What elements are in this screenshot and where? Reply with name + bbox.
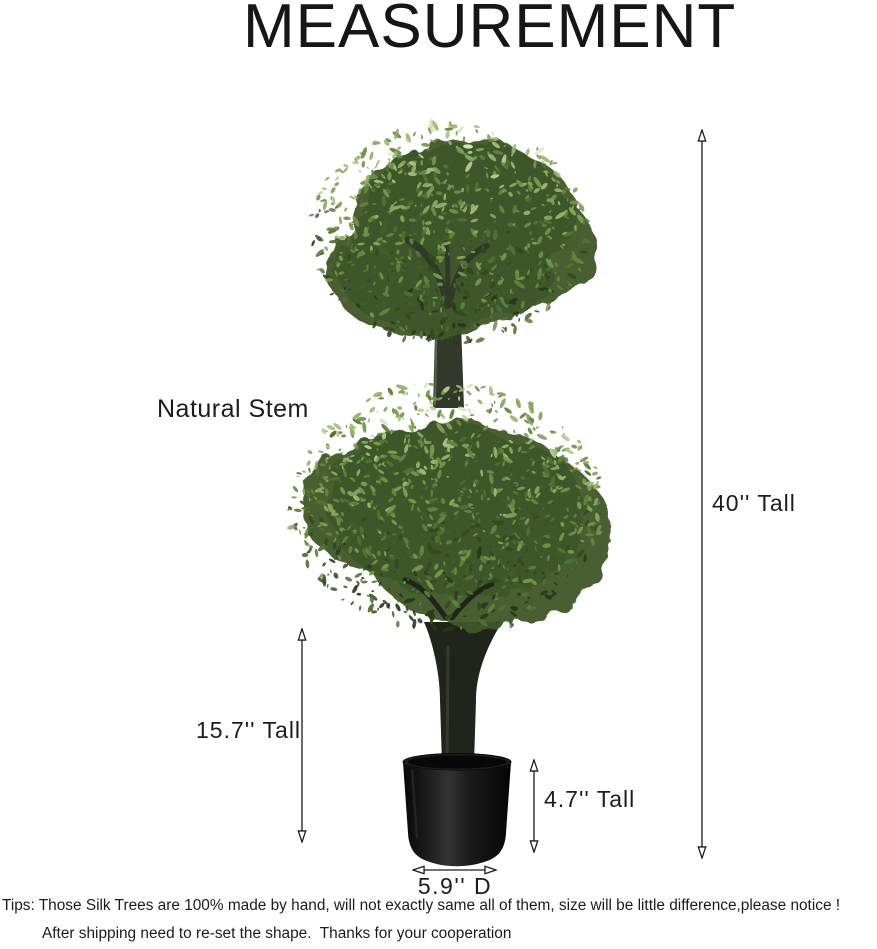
tips-line-2: After shipping need to re-set the shape. Thanks for your cooperation — [42, 925, 512, 942]
lower-height-label: 15.7'' Tall — [196, 717, 302, 743]
pot-diameter-label: 5.9'' D — [417, 873, 493, 899]
planter-pot — [403, 754, 511, 867]
tips-line-1: Tips: Those Silk Trees are 100% made by hand, will not exactly same all of them, size will be little difference,please notice ! — [2, 897, 841, 914]
page-title: MEASUREMENT — [243, 0, 737, 61]
artificial-topiary-tree — [286, 118, 611, 866]
natural-stem-label: Natural Stem — [157, 395, 309, 423]
pot-height-label: 4.7'' Tall — [544, 786, 636, 812]
overall-height-label: 40'' Tall — [712, 490, 796, 516]
